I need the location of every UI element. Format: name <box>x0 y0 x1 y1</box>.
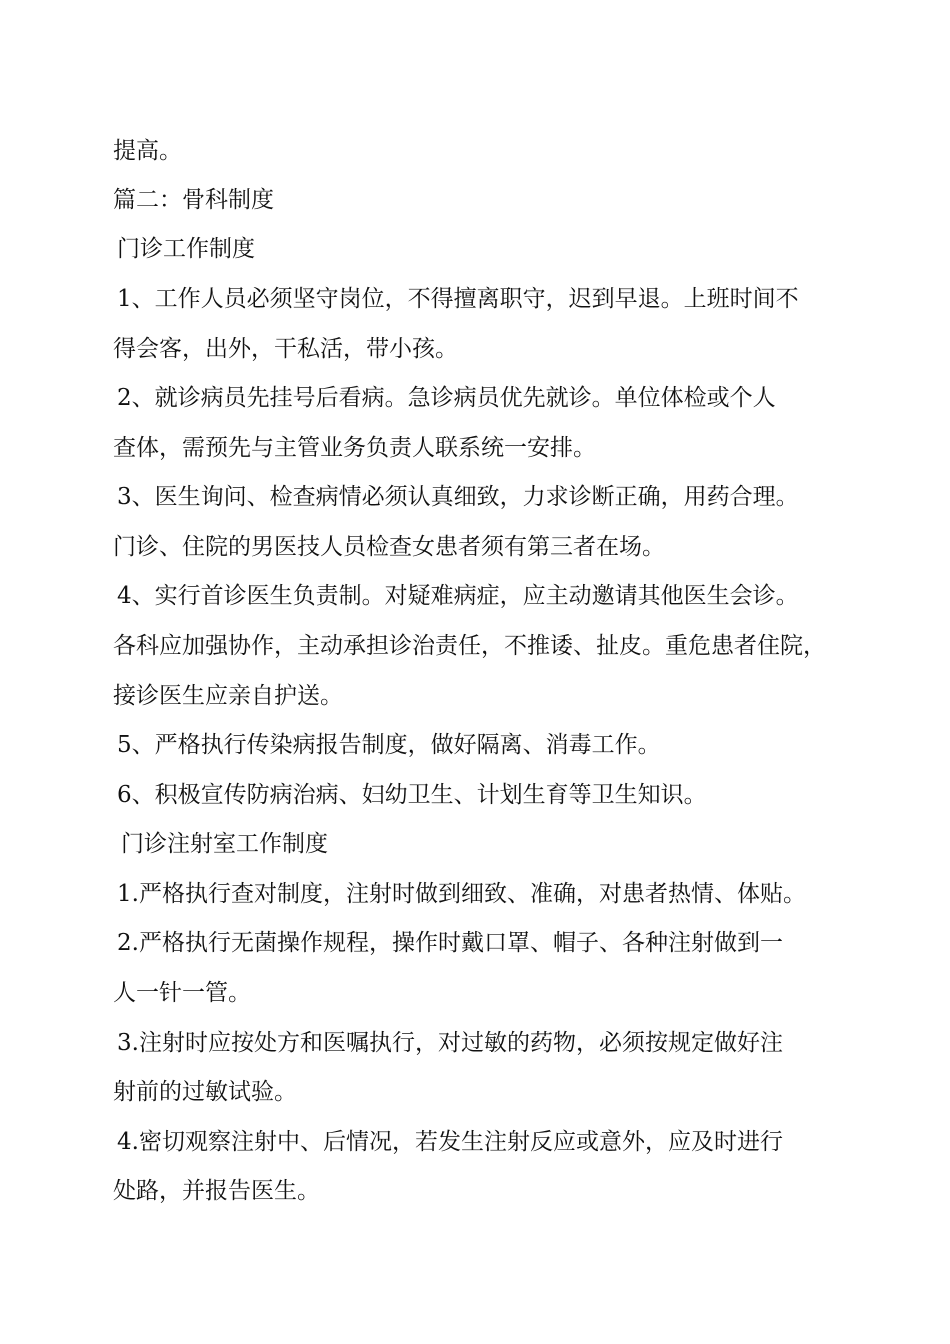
text-line: 1、工作人员必须坚守岗位，不得擅离职守，迟到早退。上班时间不 <box>117 286 799 312</box>
text-line: 2、就诊病员先挂号后看病。急诊病员优先就诊。单位体检或个人 <box>117 385 776 411</box>
text-line: 3.注射时应按处方和医嘱执行，对过敏的药物，必须按规定做好注 <box>117 1030 783 1056</box>
text-line: 2.严格执行无菌操作规程，操作时戴口罩、帽子、各种注射做到一 <box>117 930 783 956</box>
text-line: 得会客，出外，干私活，带小孩。 <box>113 336 458 362</box>
subsection-heading: 门诊工作制度 <box>117 236 255 262</box>
text-line: 提高。 <box>113 138 182 164</box>
text-line: 人一针一管。 <box>113 980 251 1006</box>
text-line: 射前的过敏试验。 <box>113 1079 297 1105</box>
text-line: 4、实行首诊医生负责制。对疑难病症，应主动邀请其他医生会诊。 <box>117 583 799 609</box>
text-line: 门诊、住院的男医技人员检查女患者须有第三者在场。 <box>113 534 665 560</box>
text-line: 各科应加强协作，主动承担诊治责任，不推诿、扯皮。重危患者住院， <box>113 633 826 659</box>
section-heading: 篇二：骨科制度 <box>113 187 274 213</box>
subsection-heading: 门诊注射室工作制度 <box>121 831 328 857</box>
text-line: 查体，需预先与主管业务负责人联系统一安排。 <box>113 435 596 461</box>
text-line: 接诊医生应亲自护送。 <box>113 683 343 709</box>
text-line: 6、积极宣传防病治病、妇幼卫生、计划生育等卫生知识。 <box>117 782 707 808</box>
text-line: 处路，并报告医生。 <box>113 1178 320 1204</box>
text-line: 5、严格执行传染病报告制度，做好隔离、消毒工作。 <box>117 732 661 758</box>
text-line: 1.严格执行查对制度，注射时做到细致、准确，对患者热情、体贴。 <box>117 881 806 907</box>
text-line: 4.密切观察注射中、后情况，若发生注射反应或意外，应及时进行 <box>117 1129 783 1155</box>
text-line: 3、医生询问、检查病情必须认真细致，力求诊断正确，用药合理。 <box>117 484 799 510</box>
